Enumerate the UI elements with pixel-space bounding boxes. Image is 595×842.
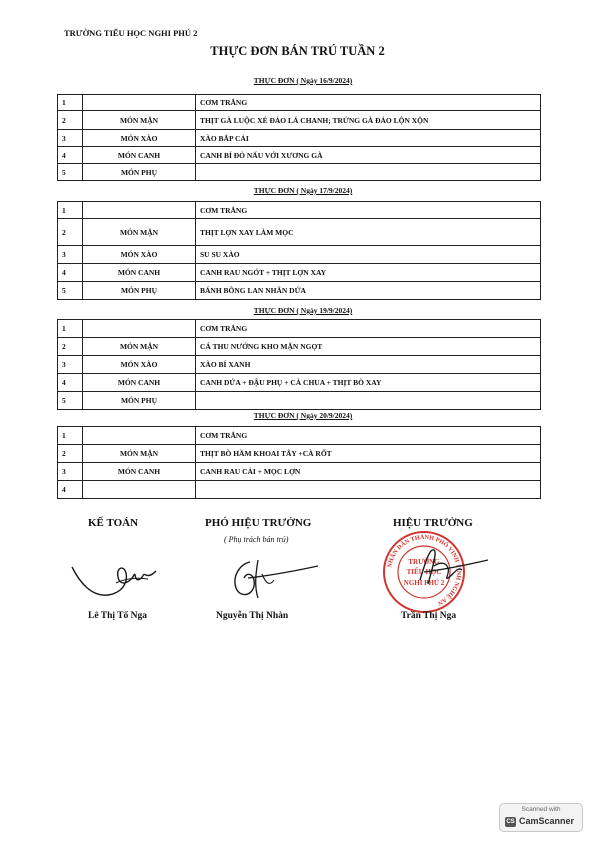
menu-heading: THỰC ĐƠN ( Ngày 16/9/2024) bbox=[253, 76, 353, 85]
row-dish: SU SU XÀO bbox=[196, 246, 541, 264]
row-dish: CƠM TRẮNG bbox=[196, 95, 541, 111]
row-dish: CANH BÍ ĐỎ NẤU VỚI XƯƠNG GÀ bbox=[196, 147, 541, 164]
principal-title: HIỆU TRƯỞNG bbox=[393, 517, 473, 529]
menu-table bbox=[57, 319, 541, 410]
camscanner-name: CamScanner bbox=[519, 816, 575, 826]
table-row bbox=[58, 130, 541, 147]
row-category: MÓN XÀO bbox=[83, 246, 196, 264]
camscanner-logo-icon: CS bbox=[506, 819, 515, 825]
seal-line-2: TIỂU HỌC bbox=[406, 568, 442, 576]
principal-name: Trần Thị Nga bbox=[401, 611, 457, 621]
row-category: MÓN PHỤ bbox=[83, 282, 196, 300]
table-row bbox=[58, 264, 541, 282]
row-number: 2 bbox=[58, 338, 83, 356]
row-number: 1 bbox=[58, 95, 83, 111]
menu-heading: THỰC ĐƠN ( Ngày 17/9/2024) bbox=[253, 186, 353, 195]
table-row bbox=[58, 356, 541, 374]
row-number: 3 bbox=[58, 246, 83, 264]
menu-table bbox=[57, 94, 541, 181]
vice-principal-title: PHÓ HIỆU TRƯỞNG bbox=[205, 517, 312, 529]
row-number: 4 bbox=[58, 481, 83, 499]
vice-principal-name: Nguyễn Thị Nhàn bbox=[216, 611, 289, 621]
row-number: 3 bbox=[58, 130, 83, 147]
row-category: MÓN MẶN bbox=[83, 338, 196, 356]
row-category bbox=[83, 202, 196, 219]
row-category: MÓN PHỤ bbox=[83, 392, 196, 410]
row-category: MÓN CANH bbox=[83, 463, 196, 481]
row-category bbox=[83, 481, 196, 499]
table-row bbox=[58, 445, 541, 463]
row-dish: CANH RAU NGÓT + THỊT LỢN XAY bbox=[196, 264, 541, 282]
row-category: MÓN MẶN bbox=[83, 445, 196, 463]
vice-principal-signature bbox=[222, 556, 322, 606]
menu-heading: THỰC ĐƠN ( Ngày 19/9/2024) bbox=[253, 306, 353, 315]
row-category bbox=[83, 320, 196, 338]
camscanner-caption: Scanned with bbox=[521, 806, 561, 813]
table-row bbox=[58, 374, 541, 392]
row-dish: CANH DỨA + ĐẬU PHỤ + CÀ CHUA + THỊT BÒ XAY bbox=[196, 374, 541, 392]
accountant-name: Lê Thị Tố Nga bbox=[88, 611, 148, 621]
row-dish bbox=[196, 164, 541, 181]
row-number: 3 bbox=[58, 463, 83, 481]
accountant-title: KẾ TOÁN bbox=[88, 517, 139, 529]
table-row bbox=[58, 95, 541, 111]
row-dish: THỊT LỢN XAY LÀM MỌC bbox=[196, 219, 541, 246]
table-row bbox=[58, 147, 541, 164]
camscanner-badge bbox=[499, 803, 583, 832]
table-row bbox=[58, 463, 541, 481]
row-number: 5 bbox=[58, 392, 83, 410]
row-category: MÓN PHỤ bbox=[83, 164, 196, 181]
row-number: 4 bbox=[58, 374, 83, 392]
row-category: MÓN MẶN bbox=[83, 111, 196, 130]
accountant-signature bbox=[70, 553, 160, 603]
table-row bbox=[58, 219, 541, 246]
row-category: MÓN XÀO bbox=[83, 356, 196, 374]
table-row bbox=[58, 164, 541, 181]
row-dish: XÀO BÍ XANH bbox=[196, 356, 541, 374]
table-row bbox=[58, 111, 541, 130]
row-number: 5 bbox=[58, 282, 83, 300]
row-number: 4 bbox=[58, 264, 83, 282]
row-number: 2 bbox=[58, 219, 83, 246]
row-dish: THỊT GÀ LUỘC XÉ ĐẢO LÁ CHANH; TRỨNG GÀ ĐẢO LỘN XỘN bbox=[196, 111, 541, 130]
row-number: 3 bbox=[58, 356, 83, 374]
row-number: 2 bbox=[58, 445, 83, 463]
principal-signature bbox=[400, 540, 490, 600]
row-dish: CƠM TRẮNG bbox=[196, 320, 541, 338]
row-category: MÓN MẶN bbox=[83, 219, 196, 246]
row-dish: CÁ THU NƯỚNG KHO MẶN NGỌT bbox=[196, 338, 541, 356]
row-category bbox=[83, 427, 196, 445]
row-number: 2 bbox=[58, 111, 83, 130]
row-dish bbox=[196, 392, 541, 410]
row-category: MÓN CANH bbox=[83, 147, 196, 164]
vice-principal-subtitle: ( Phụ trách bán trú) bbox=[224, 535, 289, 544]
row-number: 1 bbox=[58, 427, 83, 445]
seal-line-3: NGHI PHÚ 2 bbox=[403, 579, 445, 587]
table-row bbox=[58, 427, 541, 445]
row-number: 1 bbox=[58, 320, 83, 338]
table-row bbox=[58, 202, 541, 219]
row-category: MÓN CANH bbox=[83, 374, 196, 392]
menu-table bbox=[57, 201, 541, 300]
row-category bbox=[83, 95, 196, 111]
row-dish: BÁNH BÔNG LAN NHÂN DỨA bbox=[196, 282, 541, 300]
table-row bbox=[58, 481, 541, 499]
row-dish: CƠM TRẮNG bbox=[196, 427, 541, 445]
row-category: MÓN CANH bbox=[83, 264, 196, 282]
table-row bbox=[58, 246, 541, 264]
menu-table bbox=[57, 426, 541, 499]
table-row bbox=[58, 338, 541, 356]
row-number: 5 bbox=[58, 164, 83, 181]
table-row bbox=[58, 282, 541, 300]
row-dish: CƠM TRẮNG bbox=[196, 202, 541, 219]
seal-line-1: TRƯỜNG bbox=[408, 558, 440, 566]
row-dish bbox=[196, 481, 541, 499]
row-dish: XÀO BẮP CẢI bbox=[196, 130, 541, 147]
school-name: TRƯỜNG TIỂU HỌC NGHI PHÚ 2 bbox=[64, 28, 198, 38]
row-number: 4 bbox=[58, 147, 83, 164]
table-row bbox=[58, 320, 541, 338]
page-title: THỰC ĐƠN BÁN TRÚ TUẦN 2 bbox=[210, 44, 385, 58]
table-row bbox=[58, 392, 541, 410]
row-number: 1 bbox=[58, 202, 83, 219]
seal-ring-text: NHÂN DÂN THÀNH PHỐ VINH TỈNH NGHỆ AN bbox=[386, 533, 463, 607]
row-dish: THỊT BÒ HẦM KHOAI TÂY +CÀ RỐT bbox=[196, 445, 541, 463]
menu-heading: THỰC ĐƠN ( Ngày 20/9/2024) bbox=[253, 411, 353, 420]
row-dish: CANH RAU CẢI + MỌC LỢN bbox=[196, 463, 541, 481]
row-category: MÓN XÀO bbox=[83, 130, 196, 147]
